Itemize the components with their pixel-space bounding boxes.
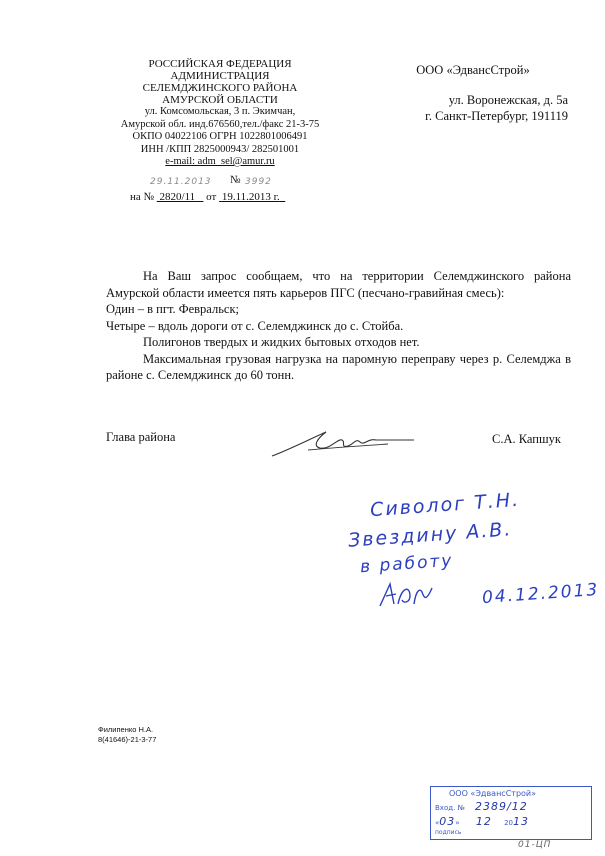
sender-country: РОССИЙСКАЯ ФЕДЕРАЦИЯ [148, 58, 292, 70]
body-paragraph-5: Максимальная грузовая нагрузка на паромную переправу через р. Селемджа в районе с. Селемджинск до 60 тонн. [106, 351, 571, 382]
stamp-year-label: 20 [504, 819, 513, 827]
ref-date: 19.11.2013 г. [221, 191, 280, 203]
sender-codes-line1: ОКПО 04022106 ОГРН 1022801006491 [132, 131, 308, 142]
resolution-line3: в работу [359, 550, 455, 578]
body-paragraph-1: На Ваш запрос сообщаем, что на территории Селемджинского района Амурской области имеется пять карьеров ПГС (песчано-гравийная смесь): [106, 269, 571, 300]
registration-date: 29.11.2013 [150, 177, 212, 187]
sender-address-line2: Амурской обл. инд.676560,тел./факс 21-3-75 [120, 118, 320, 130]
handwritten-resolution [330, 490, 600, 620]
stamp-date-row: «03» 12 2013 [435, 815, 529, 828]
stamp-day: 03 [439, 815, 456, 828]
executor-block [98, 725, 156, 745]
body-paragraph-4: Полигонов твердых и жидких бытовых отходов нет. [143, 335, 420, 349]
stamp-year: 13 [512, 815, 529, 828]
recipient-city: г. Санкт-Петербург, 191119 [425, 109, 568, 123]
body-paragraph-3: Четыре – вдоль дороги от с. Селемджинск до с. Стойба. [106, 318, 404, 333]
sender-email: e-mail: adm_sel@amur.ru [165, 156, 275, 167]
registration-number: 3992 [245, 177, 272, 187]
recipient-block [378, 62, 568, 124]
executor-phone: 8(41646)-21-3-77 [98, 735, 157, 744]
body-paragraph-2: Один – в пгт. Февральск; [106, 302, 239, 316]
signature-title: Глава района [106, 430, 176, 444]
reference-line [130, 191, 330, 203]
stamp-sign-label: подпись [435, 829, 462, 836]
stamp-number-row [435, 800, 528, 813]
ref-number: 2820/11 [159, 191, 196, 203]
stamp-company: ООО «ЭдвансСтрой» [449, 789, 537, 798]
signature-name: С.А. Капшук [492, 432, 561, 446]
ref-from-label: от [206, 191, 217, 203]
recipient-company: ООО «ЭдвансСтрой» [416, 63, 530, 77]
sender-org-line3: АМУРСКОЙ ОБЛАСТИ [162, 94, 278, 106]
resolution-initials-scribble [376, 578, 436, 610]
sender-codes-line2: ИНН /КПП 2825000943/ 282501001 [140, 143, 300, 155]
incoming-stamp [430, 786, 592, 840]
resolution-line1: Сиволог Т.Н. [369, 488, 521, 522]
resolution-line2: Звездину А.В. [347, 518, 514, 552]
sender-address-line1: ул. Комсомольская, 3 п. Экимчан, [144, 106, 296, 117]
executor-name: Филипенко Н.А. [98, 725, 154, 734]
letter-body [106, 268, 571, 384]
sender-org-line1: АДМИНИСТРАЦИЯ [170, 70, 270, 82]
resolution-date: 04.12.2013 [481, 579, 600, 609]
recipient-street: ул. Воронежская, д. 5а [448, 93, 568, 107]
bottom-handwritten-mark: 01-ЦП [518, 840, 552, 850]
signature-scribble [268, 420, 418, 462]
stamp-in-number: 2389/12 [475, 800, 528, 813]
registration-number-label: № [230, 174, 241, 186]
sender-org-line2: СЕЛЕМДЖИНСКОГО РАЙОНА [142, 82, 298, 94]
stamp-month: 12 [475, 815, 492, 828]
ref-prefix: на № [130, 191, 155, 203]
sender-block [100, 58, 340, 169]
stamp-in-label: Вход. № [435, 804, 465, 812]
